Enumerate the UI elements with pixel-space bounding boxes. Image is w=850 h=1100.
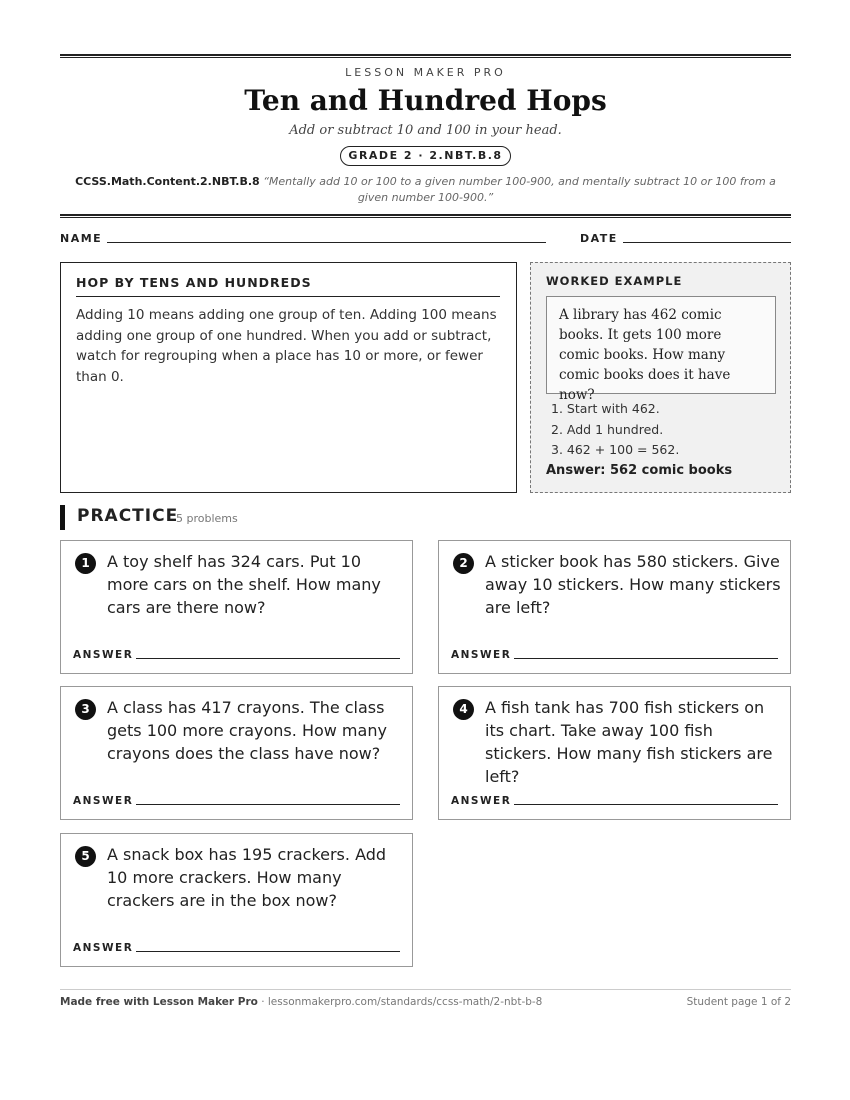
problem-text: A toy shelf has 324 cars. Put 10 more cars on the shelf. How many cars are there now? xyxy=(107,552,381,617)
date-label: DATE xyxy=(580,232,618,245)
problem-card-4 xyxy=(438,686,791,820)
footer-credit xyxy=(60,996,542,1008)
problem-number: 5 xyxy=(75,846,96,867)
practice-count: 5 problems xyxy=(176,512,238,525)
answer-label: ANSWER xyxy=(73,649,134,661)
problem-number: 3 xyxy=(75,699,96,720)
answer-field[interactable] xyxy=(514,658,778,659)
worked-example-answer: Answer: 562 comic books xyxy=(546,463,733,478)
footer-url[interactable]: · lessonmakerpro.com/standards/ccss-math/2-nbt-b-8 xyxy=(257,996,543,1008)
answer-field[interactable] xyxy=(136,951,400,952)
worked-example-box xyxy=(530,262,791,493)
problem-number: 2 xyxy=(453,553,474,574)
problem-text: A class has 417 crayons. The class gets 100 more crayons. How many crayons does the class have now? xyxy=(107,698,387,763)
problem-card-3 xyxy=(60,686,413,820)
worked-example-problem: A library has 462 comic books. It gets 100 more comic books. How many comic books does it have now? xyxy=(546,296,776,394)
worked-step: 1. Start with 462. xyxy=(551,401,660,416)
worksheet-page xyxy=(60,0,791,1100)
problem-number: 1 xyxy=(75,553,96,574)
problem-number: 4 xyxy=(453,699,474,720)
practice-title: PRACTICE xyxy=(77,506,179,526)
date-field[interactable] xyxy=(623,242,791,243)
worksheet-subtitle: Add or subtract 10 and 100 in your head. xyxy=(289,123,562,138)
concept-box xyxy=(60,262,517,493)
standard-description xyxy=(70,174,781,206)
top-divider xyxy=(60,54,791,58)
header-divider xyxy=(60,214,791,218)
answer-field[interactable] xyxy=(514,804,778,805)
worked-step: 2. Add 1 hundred. xyxy=(551,421,664,437)
name-label: NAME xyxy=(60,232,103,245)
worked-example-steps xyxy=(551,399,679,461)
footer-made-with: Made free with Lesson Maker Pro xyxy=(60,996,258,1008)
standard-text: “Mentally add 10 or 100 to a given number 100-900, and mentally subtract 10 or 100 from a given number 100-900.” xyxy=(263,175,776,204)
answer-label: ANSWER xyxy=(73,942,134,954)
concept-body: Adding 10 means adding one group of ten. Adding 100 means adding one group of one hundred. When you add or subtract, watch for regrouping when a place has 10 or more, or fewer than 0. xyxy=(76,307,497,385)
worked-step: 3. 462 + 100 = 562. xyxy=(551,442,680,457)
problem-text: A fish tank has 700 fish stickers on its chart. Take away 100 fish stickers. How many fish stickers are left? xyxy=(485,698,773,786)
problem-card-1 xyxy=(60,540,413,674)
footer-page-number: Student page 1 of 2 xyxy=(686,996,791,1008)
problem-card-2 xyxy=(438,540,791,674)
practice-accent-bar xyxy=(60,505,65,530)
footer-divider xyxy=(60,989,791,990)
standard-code: CCSS.Math.Content.2.NBT.B.8 xyxy=(75,175,260,188)
worksheet-title: Ten and Hundred Hops xyxy=(244,84,607,117)
grade-badge: GRADE 2 · 2.NBT.B.8 xyxy=(340,146,511,166)
worked-example-heading: WORKED EXAMPLE xyxy=(546,274,683,288)
concept-heading: HOP BY TENS AND HUNDREDS xyxy=(76,275,500,297)
answer-field[interactable] xyxy=(136,658,400,659)
answer-label: ANSWER xyxy=(73,795,134,807)
answer-label: ANSWER xyxy=(451,795,512,807)
problem-text: A sticker book has 580 stickers. Give away 10 stickers. How many stickers are left? xyxy=(485,552,781,617)
brand-name: LESSON MAKER PRO xyxy=(345,66,506,79)
problem-text: A snack box has 195 crackers. Add 10 more crackers. How many crackers are in the box now? xyxy=(107,845,387,910)
name-field[interactable] xyxy=(107,242,546,243)
answer-field[interactable] xyxy=(136,804,400,805)
problem-card-5 xyxy=(60,833,413,967)
answer-label: ANSWER xyxy=(451,649,512,661)
